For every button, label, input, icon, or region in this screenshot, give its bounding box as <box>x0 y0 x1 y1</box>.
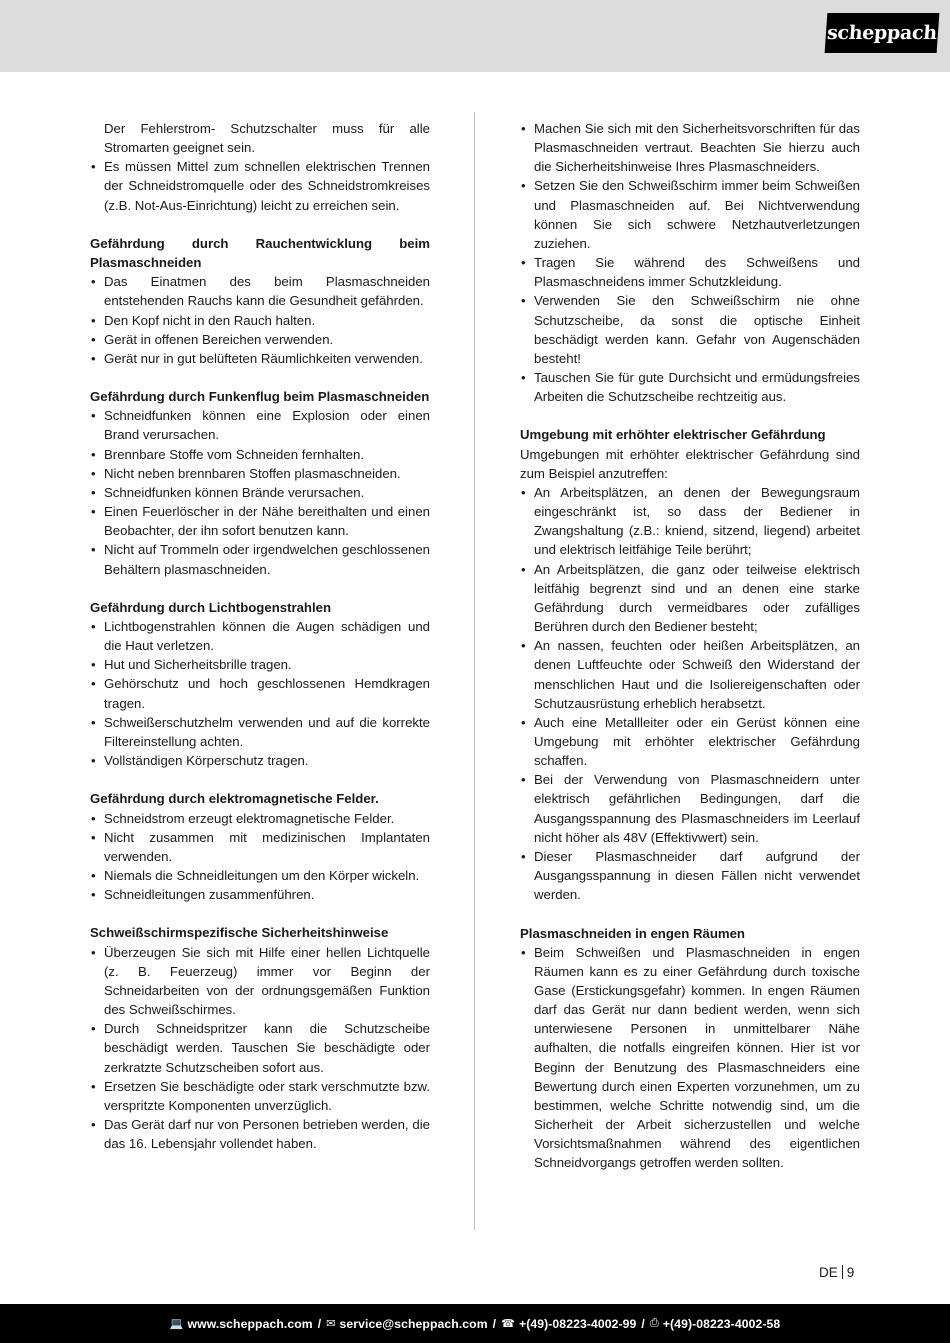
footer-separator: / <box>317 1316 322 1331</box>
list-item: • Den Kopf nicht in den Rauch halten. <box>90 311 430 330</box>
intro-block <box>520 119 860 406</box>
list-item: • Dieser Plasmaschneider darf aufgrund der Ausgangsspannung in diesen Fällen nicht verwendet werden. <box>520 847 860 904</box>
right-column <box>520 119 860 1192</box>
list-item: • Verwenden Sie den Schweißschirm nie ohne Schutzscheibe, da sonst die optische Einheit beschädigt werden kann. Gefahr von Augenschäden besteht! <box>520 291 860 368</box>
bullet-list <box>520 943 860 1173</box>
section-heading: Gefährdung durch Rauchentwicklung beim Plasmaschneiden <box>90 235 430 271</box>
list-item: • Schneidstrom erzeugt elektromagnetische Felder. <box>90 809 430 828</box>
section-sparks <box>90 387 430 579</box>
list-item: • Durch Schneidspritzer kann die Schutzscheibe beschädigt werden. Tauschen Sie beschädigte oder zerkratzte Schutzscheiben sofort aus. <box>90 1019 430 1076</box>
phone-number: +(49)-08223-4002-99 <box>518 1316 637 1331</box>
bullet-list <box>520 483 860 904</box>
list-item: • Hut und Sicherheitsbrille tragen. <box>90 655 430 674</box>
list-item: • Nicht zusammen mit medizinischen Implantaten verwenden. <box>90 828 430 866</box>
continuation-text: Der Fehlerstrom- Schutzschalter muss für alle Stromarten geeignet sein. <box>104 121 430 156</box>
language-code: DE <box>819 1265 838 1280</box>
list-item: • Das Gerät darf nur von Personen betrieben werden, die das 16. Lebensjahr vollendet haben. <box>90 1115 430 1153</box>
list-item: • Nicht neben brennbaren Stoffen plasmaschneiden. <box>90 464 430 483</box>
list-item: • Gerät nur in gut belüfteten Räumlichkeiten verwenden. <box>90 349 430 368</box>
list-item: • Beim Schweißen und Plasmaschneiden in engen Räumen kann es zu einer Gefährdung durch toxische Gase (Erstickungsgefahr) kommen. In engen Räumen darf das Gerät nur dann bedient werden, wenn sich unterwiesene Personen in unmittelbarer Nähe aufhalten, die notfalls eingreifen können. Hier ist vor Beginn der Benutzung des Plasmaschneiders eine Bewertung durch einen Experten vorzunehmen, um zu bestimmen, welche Schritte notwendig sind, um die Sicherheit der Arbeit sicherzustellen und welche Vorsichtsmaßnahmen während des eigentlichen Schneidvorgangs getroffen werden sollten. <box>520 943 860 1173</box>
list-item: • Ersetzen Sie beschädigte oder stark verschmutzte bzw. verspritzte Komponenten unverzüglich. <box>90 1077 430 1115</box>
list-item: • Das Einatmen des beim Plasmaschneiden entstehenden Rauchs kann die Gesundheit gefährden. <box>90 272 430 310</box>
section-heading: Gefährdung durch Lichtbogenstrahlen <box>90 599 332 615</box>
mail-icon: ✉ <box>326 1318 336 1330</box>
section-heading: Schweißschirmspezifische Sicherheitshinweise <box>90 925 389 941</box>
section-welding-shield <box>90 923 430 1153</box>
list-item: • Gehörschutz und hoch geschlossenen Hemdkragen tragen. <box>90 674 430 712</box>
scheppach-logo: scheppach <box>825 13 940 53</box>
section-em-fields <box>90 789 430 904</box>
bullet-list <box>90 272 430 368</box>
list-item: • Es müssen Mittel zum schnellen elektrischen Trennen der Schneidstromquelle oder des Schneidstromkreises (z.B. Not-Aus-Einrichtung) leicht zu erreichen sein. <box>90 157 430 214</box>
list-item: • Schneidfunken können Brände verursachen. <box>90 483 430 502</box>
page-number <box>819 1265 854 1280</box>
bullet-list <box>90 809 430 905</box>
list-item: • Auch eine Metallleiter oder ein Gerüst können eine Umgebung mit erhöhter elektrischer Gefährdung schaffen. <box>520 713 860 770</box>
bullet-list <box>520 119 860 406</box>
list-item: • Lichtbogenstrahlen können die Augen schädigen und die Haut verletzen. <box>90 617 430 655</box>
section-heading: Umgebung mit erhöhter elektrischer Gefährdung <box>520 427 826 443</box>
fax-number: +(49)-08223-4002-58 <box>662 1316 781 1331</box>
contact-footer <box>0 1304 950 1343</box>
list-item: • Brennbare Stoffe vom Schneiden fernhalten. <box>90 445 430 464</box>
list-item: • Gerät in offenen Bereichen verwenden. <box>90 330 430 349</box>
list-item: • Vollständigen Körperschutz tragen. <box>90 751 430 770</box>
section-text: Umgebungen mit erhöhter elektrischer Gefährdung sind zum Beispiel anzutreffen: <box>520 446 860 481</box>
fax-icon: ⎙ <box>649 1317 659 1329</box>
list-item: • Schneidfunken können eine Explosion oder einen Brand verursachen. <box>90 406 430 444</box>
list-item: • An Arbeitsplätzen, die ganz oder teilweise elektrisch leitfähig begrenzt sind und an denen eine starke Gefährdung durch vermeidbares oder zufälliges Berühren durch den Bediener besteht; <box>520 560 860 637</box>
bullet-list <box>90 943 430 1154</box>
monitor-icon: 💻 <box>169 1318 184 1330</box>
list-item: • Setzen Sie den Schweißschirm immer beim Schweißen und Plasmaschneiden auf. Bei Nichtverwendung können Sie sich schwere Netzhautverletzungen zuziehen. <box>520 176 860 253</box>
section-confined-spaces <box>520 924 860 1173</box>
bullet-list <box>90 406 430 578</box>
section-smoke <box>90 234 430 368</box>
website-link[interactable]: www.scheppach.com <box>187 1316 313 1331</box>
left-column <box>90 119 430 1173</box>
section-heading: Gefährdung durch elektromagnetische Felder. <box>90 791 379 807</box>
phone-icon: ☎ <box>501 1318 515 1330</box>
list-item: • Machen Sie sich mit den Sicherheitsvorschriften für das Plasmaschneiden vertraut. Beachten Sie hierzu auch die Sicherheitshinweise Ihres Plasmaschneiders. <box>520 119 860 176</box>
list-item: • Schweißerschutzhelm verwenden und auf die korrekte Filtereinstellung achten. <box>90 713 430 751</box>
email-link[interactable]: service@scheppach.com <box>339 1316 488 1331</box>
list-item: • Schneidleitungen zusammenführen. <box>90 885 430 904</box>
page-index: 9 <box>846 1265 855 1280</box>
list-item: • Einen Feuerlöscher in der Nähe bereithalten und einen Beobachter, der ihn sofort benutzen kann. <box>90 502 430 540</box>
list-item: • Niemals die Schneidleitungen um den Körper wickeln. <box>90 866 430 885</box>
intro-block <box>90 119 430 215</box>
column-divider <box>474 112 475 1230</box>
list-item: • Bei der Verwendung von Plasmaschneidern unter elektrisch gefährlichen Bedingungen, darf die Ausgangsspannung des Plasmaschneiders im Leerlauf nicht höher als 48V (Effektivwert) sein. <box>520 770 860 847</box>
list-item: • Tauschen Sie für gute Durchsicht und ermüdungsfreies Arbeiten die Schutzscheibe rechtzeitig aus. <box>520 368 860 406</box>
list-item: • An Arbeitsplätzen, an denen der Bewegungsraum eingeschränkt ist, so dass der Bediener in Zwangshaltung (z.B.: kniend, sitzend, liegend) arbeitet und elektrisch leitfähige Teile berührt; <box>520 483 860 560</box>
footer-separator: / <box>492 1316 497 1331</box>
footer-separator: / <box>641 1316 645 1331</box>
section-heading: Gefährdung durch Funkenflug beim Plasmaschneiden <box>90 389 430 405</box>
bullet-list <box>90 617 430 770</box>
list-item: • An nassen, feuchten oder heißen Arbeitsplätzen, an denen Luftfeuchte oder Schweiß den Widerstand der menschlichen Haut und die Isoliereigenschaften oder Schutzausrüstung erheblich herabsetzt. <box>520 636 860 713</box>
header-band <box>0 0 950 72</box>
section-heading: Plasmaschneiden in engen Räumen <box>520 925 745 941</box>
section-electrical-hazard <box>520 425 860 904</box>
page-number-divider <box>842 1265 843 1279</box>
section-arc-rays <box>90 598 430 770</box>
list-item: • Tragen Sie während des Schweißens und Plasmaschneidens immer Schutzkleidung. <box>520 253 860 291</box>
list-item: • Überzeugen Sie sich mit Hilfe einer hellen Lichtquelle (z. B. Feuerzeug) immer vor Beginn der Schneidarbeiten von der ordnungsgemäßen Funktion des Schweißschirmes. <box>90 943 430 1020</box>
list-item: • Nicht auf Trommeln oder irgendwelchen geschlossenen Behältern plasmaschneiden. <box>90 540 430 578</box>
bullet-list <box>90 157 430 214</box>
